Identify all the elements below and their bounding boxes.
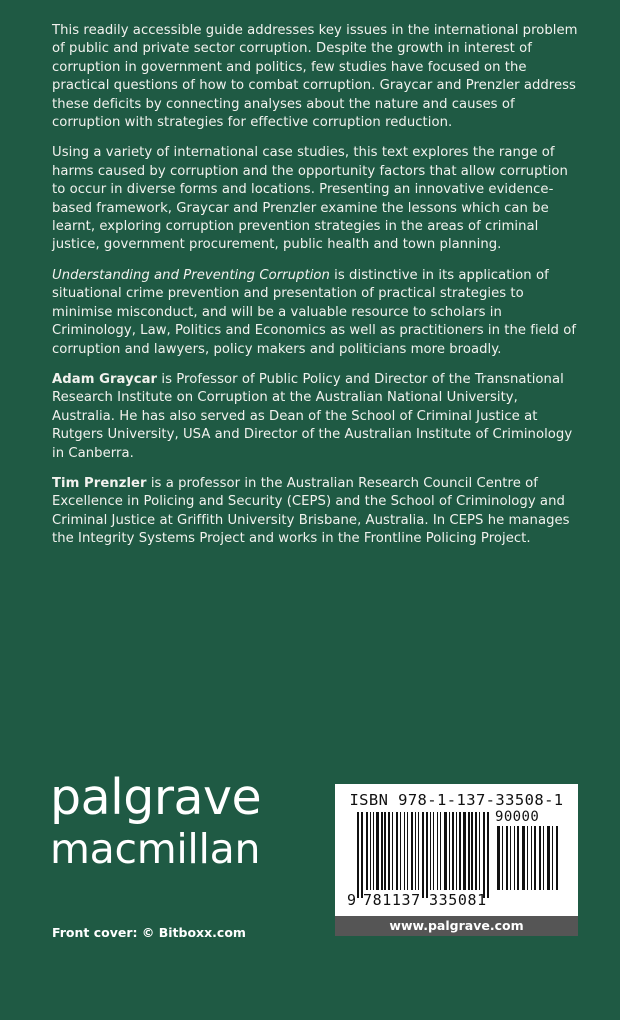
price-code: 90000 [495,809,540,825]
logo-line-1: palgrave [50,769,262,826]
blurb-paragraph-3 [52,267,582,359]
isbn-text: ISBN 978-1-137-33508-1 [349,791,564,809]
author-bio-2-text: is a professor in the Australian Research Council Centre of Excellence in Policing and Security (CEPS) and the School of Criminology and Criminal Justice at Griffith University Brisbane, Australia. In CEPS he manages the Integrity Systems Project and works in the Frontline Policing Project. [52,475,570,547]
cover-credit: Front cover: © Bitboxx.com [52,925,246,940]
publisher-url[interactable]: www.palgrave.com [335,916,578,936]
publisher-logo [50,770,261,872]
author-bio-1 [52,371,582,463]
blurb-paragraph-2: Using a variety of international case studies, this text explores the range of harms caused by corruption and the opportunity factors that allow corruption to occur in diverse forms and locations. Presenting an innovative evidence-based framework, Graycar and Prenzler examine the lessons which can be learnt, exploring corruption prevention strategies in the areas of criminal justice, government procurement, public health and town planning. [52,145,568,253]
back-cover-blurb [52,22,582,561]
blurb-paragraph-1: This readily accessible guide addresses key issues in the international problem of public and private sector corruption. Despite the growth in interest of corruption in government and politics, few studies have focused on the practical questions of how to combat corruption. Graycar and Prenzler address these deficits by connecting analyses about the nature and causes of corruption with strategies for effective corruption reduction. [52,23,578,131]
barcode-right-digits: 335081 [429,891,487,909]
author-bio-2 [52,475,582,549]
blurb-paragraph-3-text: is distinctive in its application of situational crime prevention and presentation of practical strategies to minimise misconduct, and will be a valuable resource to scholars in Criminology, Law, Politics and Economics as well as practitioners in the field of corruption and lawyers, policy makers and politicians more broadly. [52,267,577,357]
barcode-image [335,784,578,936]
author-bio-1-text: is Professor of Public Policy and Director of the Transnational Research Institute on Corruption at the Australian National University, Australia. He has also served as Dean of the School of Criminal Justice at Rutgers University, USA and Director of the Australian Institute of Criminology in Canberra. [52,371,573,461]
book-title: Understanding and Preventing Corruption [52,267,330,283]
author-name-2: Tim Prenzler [52,475,147,491]
author-name-1: Adam Graycar [52,371,158,387]
isbn-barcode-panel [335,784,578,936]
logo-line-2: macmillan [50,825,261,873]
barcode-first-digit: 9 [347,891,357,909]
barcode-left-digits: 781137 [363,891,421,909]
